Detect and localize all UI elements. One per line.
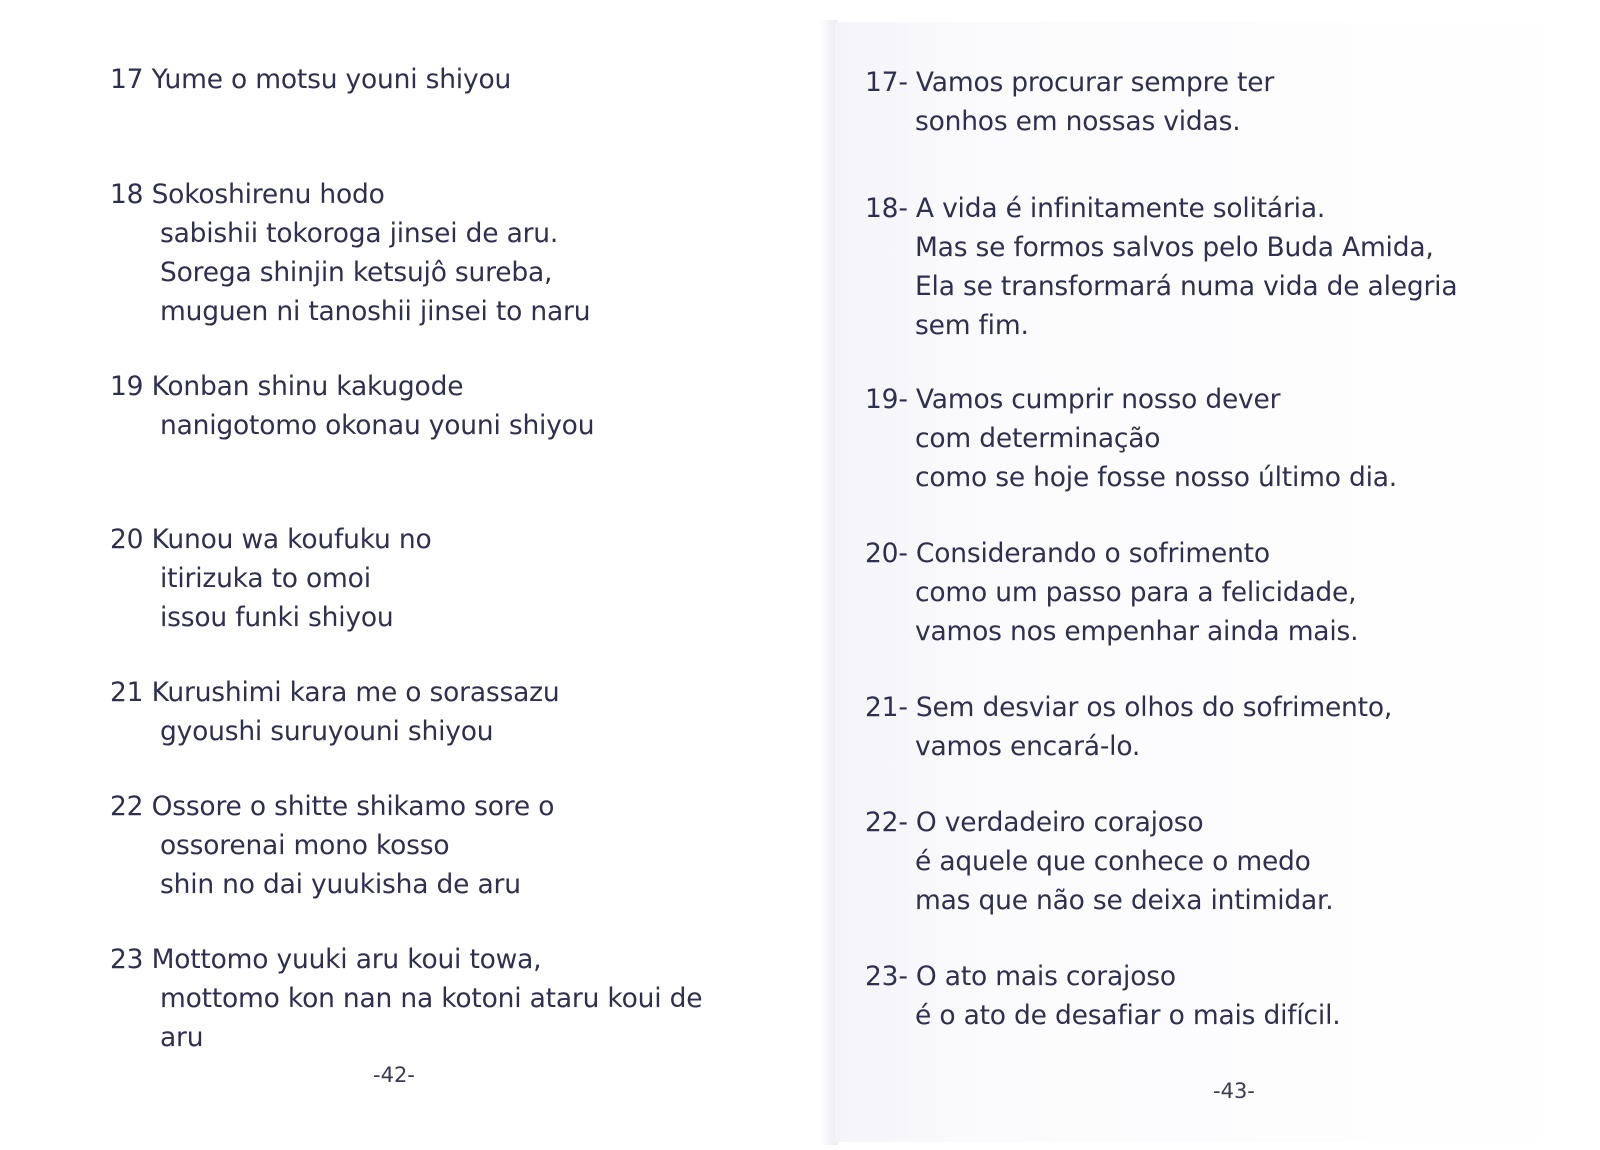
entry-line: com determinação — [915, 423, 1161, 454]
entry-line: Sorega shinjin ketsujô sureba, — [160, 257, 553, 288]
entry-line: como um passo para a felicidade, — [915, 577, 1357, 608]
entry-number: 21 — [110, 677, 144, 708]
entry-line — [110, 673, 559, 712]
entry-line: aru — [160, 1022, 204, 1053]
entry-line: muguen ni tanoshii jinsei to naru — [160, 296, 591, 327]
entry-line — [865, 688, 1392, 727]
entry-number: 23- — [865, 961, 908, 992]
left-page-number: -42- — [373, 1063, 415, 1087]
left-entry-18 — [110, 175, 590, 331]
entry-line: como se hoje fosse nosso último dia. — [915, 462, 1398, 493]
entry-line: é o ato de desafiar o mais difícil. — [915, 1000, 1341, 1031]
right-entry-18 — [865, 189, 1457, 345]
entry-text: Considerando o sofrimento — [915, 538, 1270, 569]
right-page — [835, 22, 1600, 1142]
entry-number: 22- — [865, 807, 908, 838]
left-entry-17 — [110, 60, 511, 99]
entry-line — [865, 380, 1397, 419]
entry-number: 23 — [110, 944, 144, 975]
right-page-number: -43- — [1213, 1079, 1255, 1103]
entry-number: 17- — [865, 67, 908, 98]
entry-line: é aquele que conhece o medo — [915, 846, 1311, 877]
entry-text: Sem desviar os olhos do sofrimento, — [915, 692, 1393, 723]
entry-number: 21- — [865, 692, 908, 723]
entry-line: mottomo kon nan na kotoni ataru koui de — [160, 983, 703, 1014]
entry-text: Yume o motsu youni shiyou — [151, 64, 512, 95]
entry-text: Sokoshirenu hodo — [151, 179, 385, 210]
right-entry-19 — [865, 380, 1397, 497]
entry-number: 20 — [110, 524, 144, 555]
entry-line — [110, 175, 590, 214]
entry-line: Ela se transformará numa vida de alegria — [915, 271, 1458, 302]
entry-line: nanigotomo okonau youni shiyou — [160, 410, 595, 441]
right-entry-17 — [865, 63, 1274, 141]
left-entry-22 — [110, 787, 554, 904]
entry-text: Konban shinu kakugode — [151, 371, 464, 402]
entry-text: O verdadeiro corajoso — [915, 807, 1204, 838]
entry-number: 18 — [110, 179, 144, 210]
entry-number: 20- — [865, 538, 908, 569]
left-entry-21 — [110, 673, 559, 751]
entry-line: shin no dai yuukisha de aru — [160, 869, 521, 900]
left-entry-23 — [110, 940, 702, 1057]
entry-line — [865, 803, 1334, 842]
entry-text: Mottomo yuuki aru koui towa, — [151, 944, 542, 975]
entry-text: Ossore o shitte shikamo sore o — [151, 791, 555, 822]
entry-line — [110, 940, 702, 979]
right-entry-23 — [865, 957, 1340, 1035]
right-entry-21 — [865, 688, 1392, 766]
entry-line: sem fim. — [915, 310, 1029, 341]
entry-line: gyoushi suruyouni shiyou — [160, 716, 494, 747]
entry-line — [865, 957, 1340, 996]
entry-number: 19- — [865, 384, 908, 415]
entry-line — [110, 367, 594, 406]
entry-number: 18- — [865, 193, 908, 224]
entry-line — [110, 60, 511, 99]
entry-line — [865, 534, 1358, 573]
entry-line: itirizuka to omoi — [160, 563, 371, 594]
entry-text: Kunou wa koufuku no — [151, 524, 432, 555]
entry-text: A vida é infinitamente solitária. — [915, 193, 1326, 224]
left-entry-20 — [110, 520, 431, 637]
entry-text: O ato mais corajoso — [915, 961, 1176, 992]
left-entry-19 — [110, 367, 594, 445]
entry-text: Vamos cumprir nosso dever — [915, 384, 1281, 415]
entry-text: Kurushimi kara me o sorassazu — [151, 677, 560, 708]
entry-number: 19 — [110, 371, 144, 402]
entry-line: vamos encará-lo. — [915, 731, 1141, 762]
right-entry-20 — [865, 534, 1358, 651]
entry-line: ossorenai mono kosso — [160, 830, 450, 861]
entry-line — [110, 520, 431, 559]
entry-line: issou funki shiyou — [160, 602, 394, 633]
entry-text: Vamos procurar sempre ter — [915, 67, 1275, 98]
entry-line: Mas se formos salvos pelo Buda Amida, — [915, 232, 1434, 263]
entry-line: sonhos em nossas vidas. — [915, 106, 1241, 137]
entry-line: mas que não se deixa intimidar. — [915, 885, 1334, 916]
entry-line: sabishii tokoroga jinsei de aru. — [160, 218, 559, 249]
entry-line — [110, 787, 554, 826]
entry-line — [865, 189, 1457, 228]
right-entry-22 — [865, 803, 1334, 920]
entry-number: 22 — [110, 791, 144, 822]
entry-line — [865, 63, 1274, 102]
entry-line: vamos nos empenhar ainda mais. — [915, 616, 1359, 647]
entry-number: 17 — [110, 64, 144, 95]
